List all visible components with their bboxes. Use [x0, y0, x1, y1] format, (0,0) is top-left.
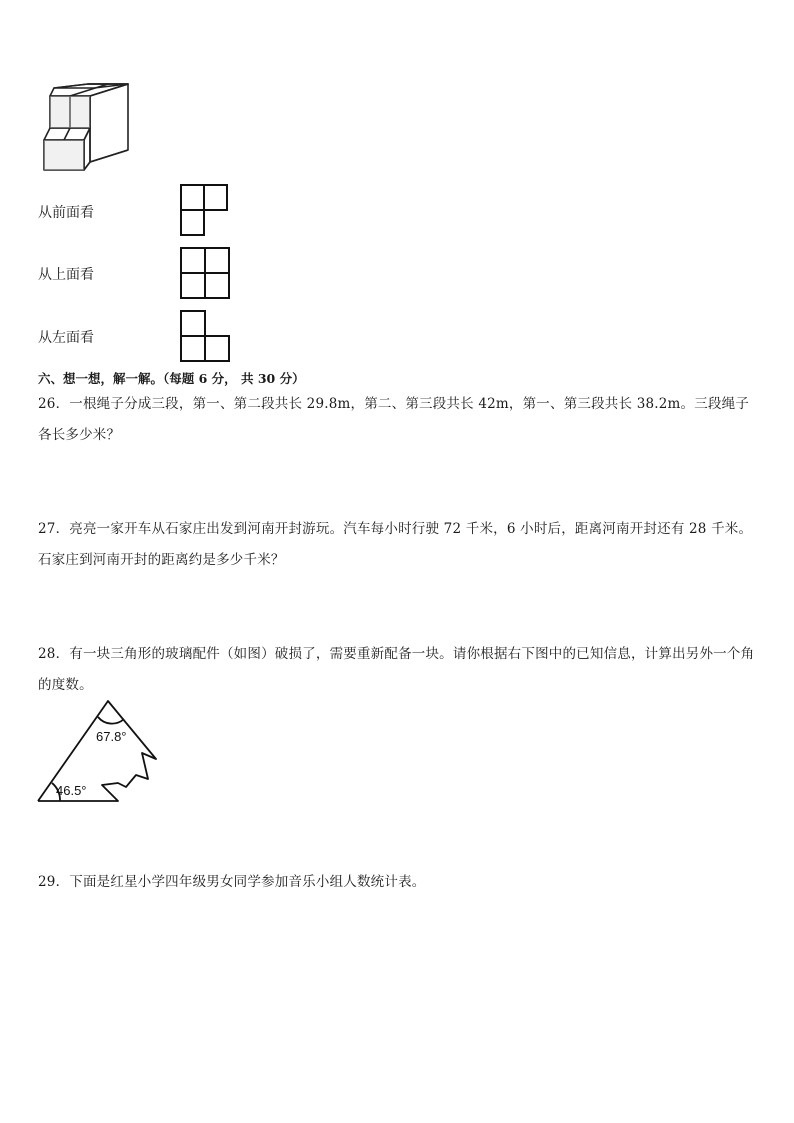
question-28: 28．有一块三角形的玻璃配件（如图）破损了，需要重新配备一块。请你根据右下图中的已知信息，计算出另外一个角的度数。 [38, 646, 755, 693]
question-27: 27．亮亮一家开车从石家庄出发到河南开封游玩。汽车每小时行驶 72 千米，6 小时后，距离河南开封还有 28 千米。石家庄到河南开封的距离约是多少千米？ [38, 521, 753, 568]
view-left-diagram [179, 309, 233, 364]
view-front-label: 从前面看 [38, 205, 94, 221]
bottom-angle-label: 46.5° [56, 783, 87, 798]
top-angle-label: 67.8° [96, 729, 127, 744]
question-26: 26．一根绳子分成三段，第一、第二段共长 29.8m，第二、第三段共长 42m，第一、第三段共长 38.2m。三段绳子各长多少米？ [38, 396, 750, 443]
view-top-label: 从上面看 [38, 267, 94, 283]
section-title: 六、想一想，解一解。（每题 6 分， 共 30 分） [38, 371, 305, 386]
view-front-diagram [179, 183, 231, 238]
question-29: 29．下面是红星小学四年级男女同学参加音乐小组人数统计表。 [38, 874, 426, 890]
view-left-label: 从左面看 [38, 330, 94, 346]
cube-stack-figure [38, 80, 138, 175]
view-top-diagram [179, 246, 233, 301]
broken-triangle-figure [34, 697, 164, 805]
